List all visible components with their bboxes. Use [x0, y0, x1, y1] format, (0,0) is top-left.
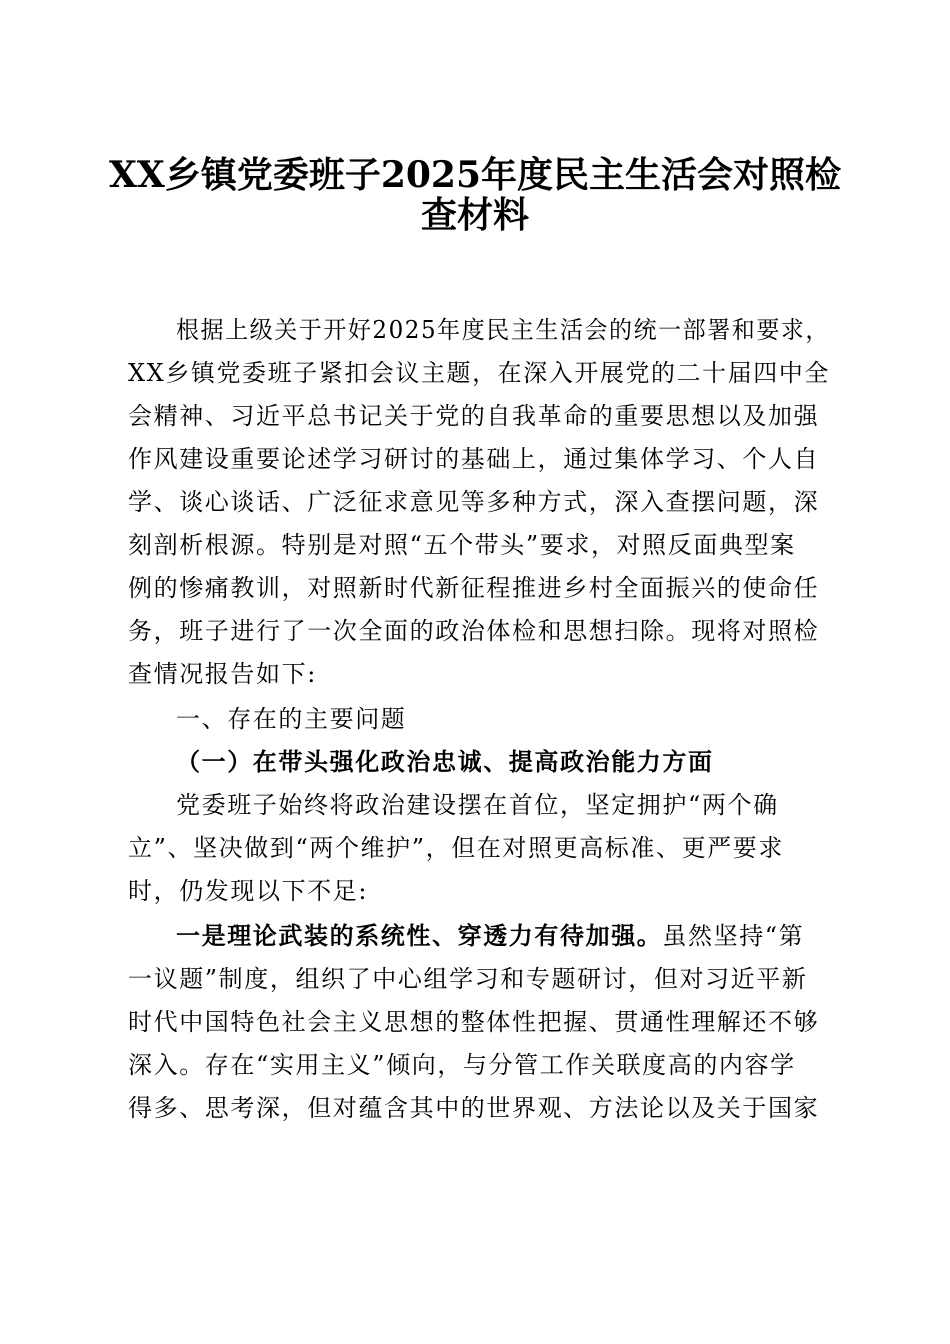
- document-title-line-2: 查材料: [420, 194, 529, 236]
- intro-paragraph-line: 会精神、习近平总书记关于党的自我革命的重要思想以及加强: [128, 402, 820, 430]
- subsection-paragraph-line: 党委班子始终将政治建设摆在首位，坚定拥护“两个确: [176, 791, 779, 819]
- document-title-line-1: XX乡镇党委班子2025年度民主生活会对照检: [108, 154, 842, 196]
- intro-paragraph-line: 作风建设重要论述学习研讨的基础上，通过集体学习、个人自: [128, 445, 820, 473]
- point-paragraph-line: 时代中国特色社会主义思想的整体性把握、贯通性理解还不够: [128, 1008, 820, 1036]
- point-paragraph-line: 一议题”制度，组织了中心组学习和专题研讨，但对习近平新: [128, 965, 808, 993]
- intro-paragraph-line: 刻剖析根源。特别是对照“五个带头”要求，对照反面典型案: [128, 531, 796, 559]
- intro-paragraph-line: 根据上级关于开好2025年度民主生活会的统一部署和要求，: [176, 316, 831, 344]
- point-paragraph-line: 深入。存在“实用主义”倾向，与分管工作关联度高的内容学: [128, 1051, 796, 1079]
- point-lead-sentence: 一是理论武装的系统性、穿透力有待加强。: [176, 921, 663, 950]
- section-heading: 一、存在的主要问题: [176, 705, 407, 733]
- point-paragraph-first-line: [176, 921, 804, 951]
- subsection-heading: （一）在带头强化政治忠诚、提高政治能力方面: [176, 747, 714, 776]
- point-paragraph-line: 得多、思考深，但对蕴含其中的世界观、方法论以及关于国家: [128, 1094, 820, 1122]
- intro-paragraph-line: XX乡镇党委班子紧扣会议主题，在深入开展党的二十届四中全: [128, 359, 831, 387]
- intro-paragraph-line: 务，班子进行了一次全面的政治体检和思想扫除。现将对照检: [128, 617, 820, 645]
- subsection-paragraph-line: 立”、坚决做到“两个维护”，但在对照更高标准、更严要求: [128, 834, 785, 862]
- intro-paragraph-line: 学、谈心谈话、广泛征求意见等多种方式，深入查摆问题，深: [128, 488, 820, 516]
- intro-paragraph-line: 查情况报告如下:: [128, 660, 317, 688]
- point-first-line-rest: 虽然坚持“第: [662, 922, 805, 950]
- subsection-paragraph-line: 时，仍发现以下不足:: [128, 877, 369, 905]
- intro-paragraph-line: 例的惨痛教训，对照新时代新征程推进乡村全面振兴的使命任: [128, 574, 820, 602]
